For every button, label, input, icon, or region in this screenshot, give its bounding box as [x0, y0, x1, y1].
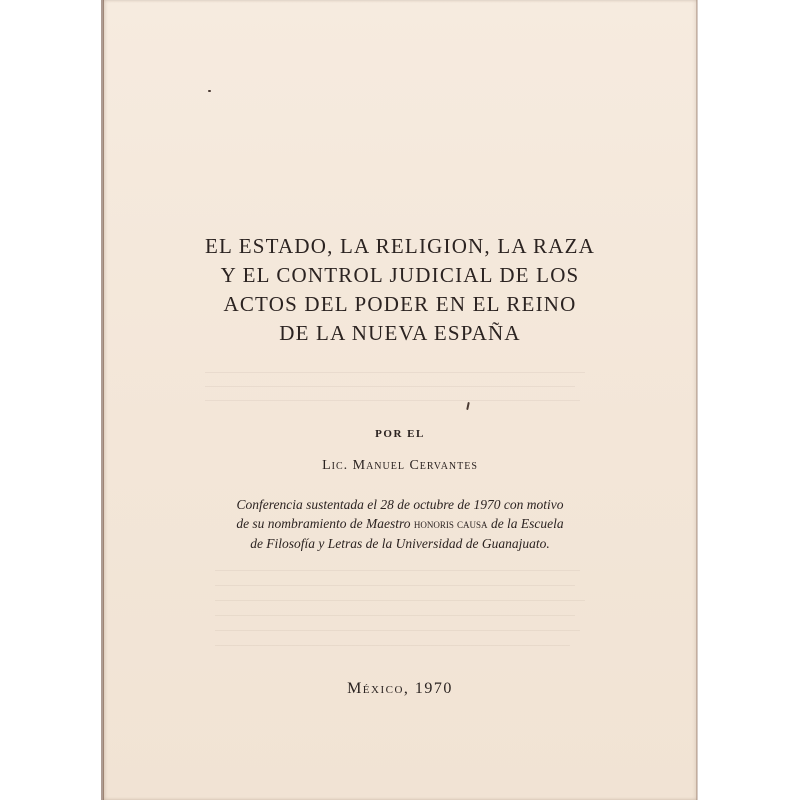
- note-text: de su nombramiento de Maestro: [236, 516, 411, 531]
- note-line: de Filosofía y Letras de la Universidad de Guanajuato.: [250, 536, 550, 551]
- document-title: [103, 232, 697, 348]
- note-line: Conferencia sustentada el 28 de octubre de 1970 con motivo: [236, 497, 564, 512]
- title-line: DE LA NUEVA ESPAÑA: [279, 321, 521, 345]
- place-and-year: México, 1970: [347, 680, 453, 697]
- byline: POR EL: [375, 428, 425, 440]
- lecture-note: [103, 495, 697, 553]
- title-page-content: [103, 0, 697, 800]
- note-line: [103, 514, 697, 534]
- honoris-causa-text: honoris causa: [413, 517, 488, 531]
- title-line: Y EL CONTROL JUDICIAL DE LOS: [220, 263, 580, 287]
- author-name: Lic. Manuel Cervantes: [322, 458, 478, 473]
- title-line: ACTOS DEL PODER EN EL REINO: [223, 292, 577, 316]
- note-text: de la Escuela: [490, 516, 564, 531]
- title-line: EL ESTADO, LA RELIGION, LA RAZA: [205, 234, 595, 258]
